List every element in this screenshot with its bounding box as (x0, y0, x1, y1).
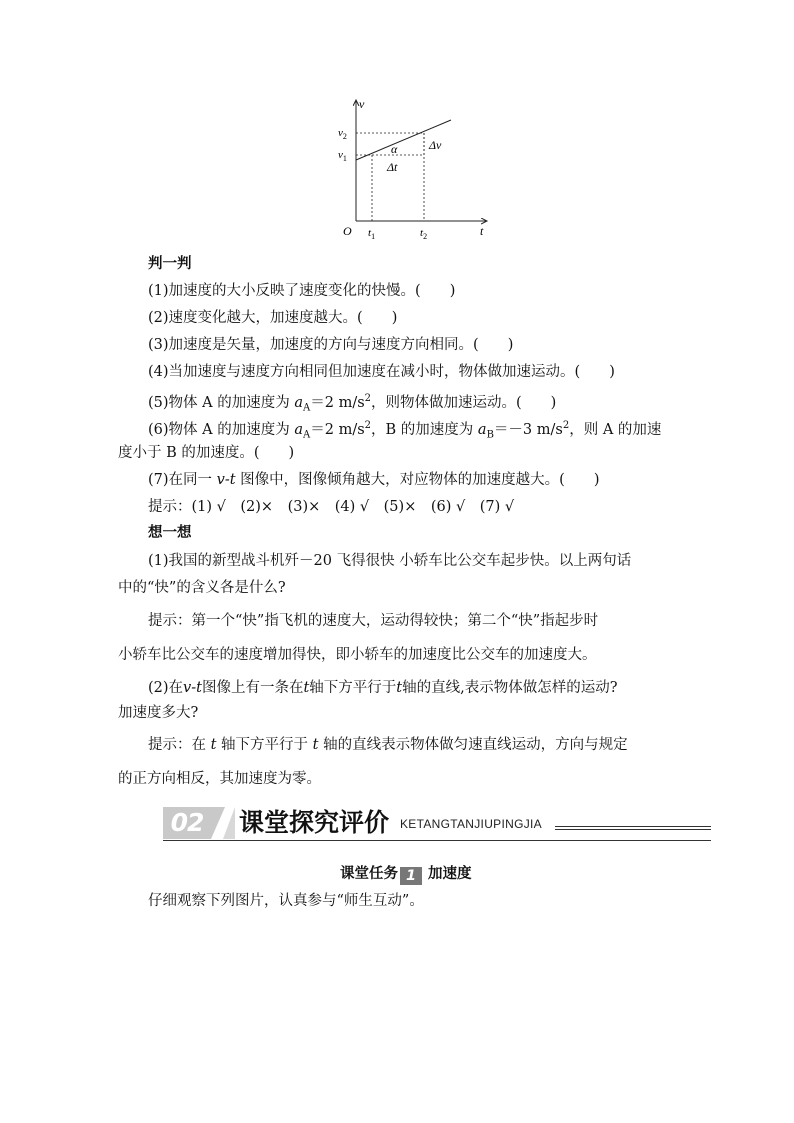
v2-label: $v_2$ (338, 127, 347, 141)
think-a2-line1: 提示：在 t 轴下方平行于 t 轴的直线表示物体做匀速直线运动，方向与规定 (148, 737, 628, 753)
vt-graph (325, 96, 495, 246)
judge-item-3: (3)加速度是矢量，加速度的方向与速度方向相同。( ) (148, 337, 514, 353)
judge-item-4: (4)当加速度与速度方向相同但加速度在减小时，物体做加速运动。( ) (148, 364, 615, 380)
task-heading (340, 864, 472, 885)
origin-label: O (343, 224, 352, 238)
delta-v-label: Δv (429, 138, 442, 152)
section-banner (163, 805, 711, 841)
t2-label: $t_2$ (420, 227, 428, 241)
t-axis-label: t (480, 224, 484, 238)
delta-t-label: Δt (387, 160, 398, 174)
think-q1-line2: 中的“快”的含义各是什么? (118, 580, 286, 596)
section-pinyin: KETANGTANJIUPINGJIA (400, 817, 542, 831)
think-q2-line1: (2)在v-t图像上有一条在t轴下方平行于t轴的直线,表示物体做怎样的运动? (148, 680, 618, 696)
judge-item-7: (7)在同一 v-t 图像中，图像倾角越大，对应物体的加速度越大。( ) (148, 472, 600, 488)
judge-item-5: (5)物体 A 的加速度为 $a_A=2$ $m/s^2$，则物体做加速运动。( ) (148, 393, 557, 414)
section-title: 课堂探究评价 (239, 808, 390, 837)
judge-item-2: (2)速度变化越大，加速度越大。( ) (148, 310, 398, 326)
task-number-badge: 1 (400, 867, 422, 885)
think-a2-line2: 的正方向相反，其加速度为零。 (118, 771, 321, 787)
judge-heading: 判一判 (148, 256, 192, 272)
judge-item-6-cont: 度小于 B 的加速度。( ) (118, 445, 295, 461)
task-name: 加速度 (428, 866, 472, 882)
think-q1-line1: (1)我国的新型战斗机歼－20 飞得很快 小轿车比公交车起步快。以上两句话 (148, 553, 632, 569)
v1-label: $v_1$ (338, 149, 347, 163)
judge-item-6: (6)物体 A 的加速度为 $a_A=2$ $m/s^2$，B 的加速度为 $a_B=-3$ $m/s^2$，则 A 的加速 (148, 420, 662, 441)
alpha-label: α (391, 142, 398, 156)
think-a1-line2: 小轿车比公交车的速度增加得快，即小轿车的加速度比公交车的加速度大。 (118, 647, 597, 663)
v-axis-label: v (359, 97, 365, 111)
think-q2-line2: 加速度多大? (118, 705, 199, 721)
t1-label: $t_1$ (368, 227, 376, 241)
judge-hint: 提示：(1) √ (2)× (3)× (4) √ (5)× (6) √ (7) √ (148, 499, 515, 515)
think-heading: 想一想 (148, 525, 192, 541)
section-number: 02 (163, 807, 211, 839)
think-a1-line1: 提示：第一个“快”指飞机的速度大，运动得较快；第二个“快”指起步时 (148, 613, 599, 629)
task-intro: 仔细观察下列图片，认真参与“师生互动”。 (148, 893, 424, 909)
task-label: 课堂任务 (340, 866, 398, 882)
judge-item-1: (1)加速度的大小反映了速度变化的快慢。( ) (148, 283, 456, 299)
